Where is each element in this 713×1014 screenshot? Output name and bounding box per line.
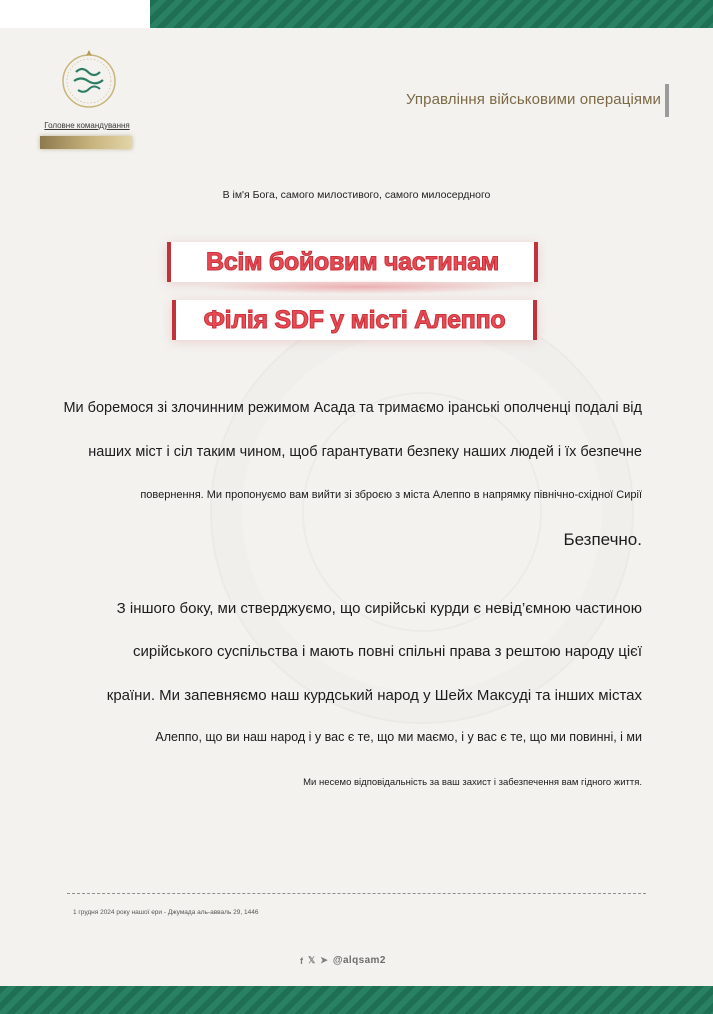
body-line-3: повернення. Ми пропонуємо вам вийти зі зброєю з міста Алеппо в напрямку північно-східної Сирії — [140, 489, 642, 501]
facebook-icon[interactable]: f — [300, 955, 303, 966]
body-line-1: Ми боремося зі злочинним режимом Асада та тримаємо іранські ополченці подалі від — [63, 400, 642, 416]
body-line-2: наших міст і сіл таким чином, щоб гарантувати безпеку наших людей і їх безпечне — [88, 444, 642, 460]
body-line-7: країни. Ми запевняємо наш курдський народ у Шейх Максуді та інших містах — [106, 687, 642, 704]
body-line-6: сирійського суспільства і мають повні спільні права з рештою народу цієї — [133, 643, 642, 660]
headline-box-2 — [172, 300, 537, 340]
headline-blur — [200, 280, 520, 294]
command-logo-emblem — [58, 48, 120, 110]
headline-bar-right — [533, 300, 537, 340]
header-rule — [665, 84, 669, 117]
body-line-8: Алеппо, що ви наш народ і у вас є те, що ми маємо, і у вас є те, що ми повинні, і ми — [155, 730, 642, 744]
bottom-green-band — [0, 986, 713, 1014]
x-icon[interactable]: 𝕏 — [308, 955, 316, 965]
headline-box-1 — [167, 242, 538, 282]
body-line-4: Безпечно. — [563, 530, 642, 549]
top-green-band — [150, 0, 713, 28]
telegram-icon[interactable]: ➤ — [320, 955, 328, 965]
footer-divider — [67, 893, 646, 894]
command-label: Головне командування — [44, 121, 130, 130]
social-links — [300, 955, 386, 966]
top-band-blank — [0, 0, 150, 28]
watermark-emblem — [210, 300, 634, 724]
footer-date: 1 грудня 2024 року нашої ери - Джумада аль-авваль 29, 1446 — [73, 909, 259, 916]
body-line-9: Ми несемо відповідальність за ваш захист і забезпечення вам гідного життя. — [303, 777, 642, 788]
body-line-5: З іншого боку, ми стверджуємо, що сирійські курди є невід’ємною частиною — [116, 600, 642, 617]
headline-bar-left — [172, 300, 176, 340]
social-handle[interactable]: @alqsam2 — [332, 955, 386, 966]
header-title: Управління військовими операціями — [405, 91, 661, 108]
headline-text-1: Всім бойовим частинам — [205, 247, 499, 276]
headline-bar-right — [534, 242, 538, 282]
headline-text-2: Філія SDF у місті Алеппо — [203, 305, 506, 334]
headline-bar-left — [167, 242, 171, 282]
basmala: В ім'я Бога, самого милостивого, самого милосердного — [222, 189, 491, 201]
command-gold-bar — [40, 136, 132, 149]
